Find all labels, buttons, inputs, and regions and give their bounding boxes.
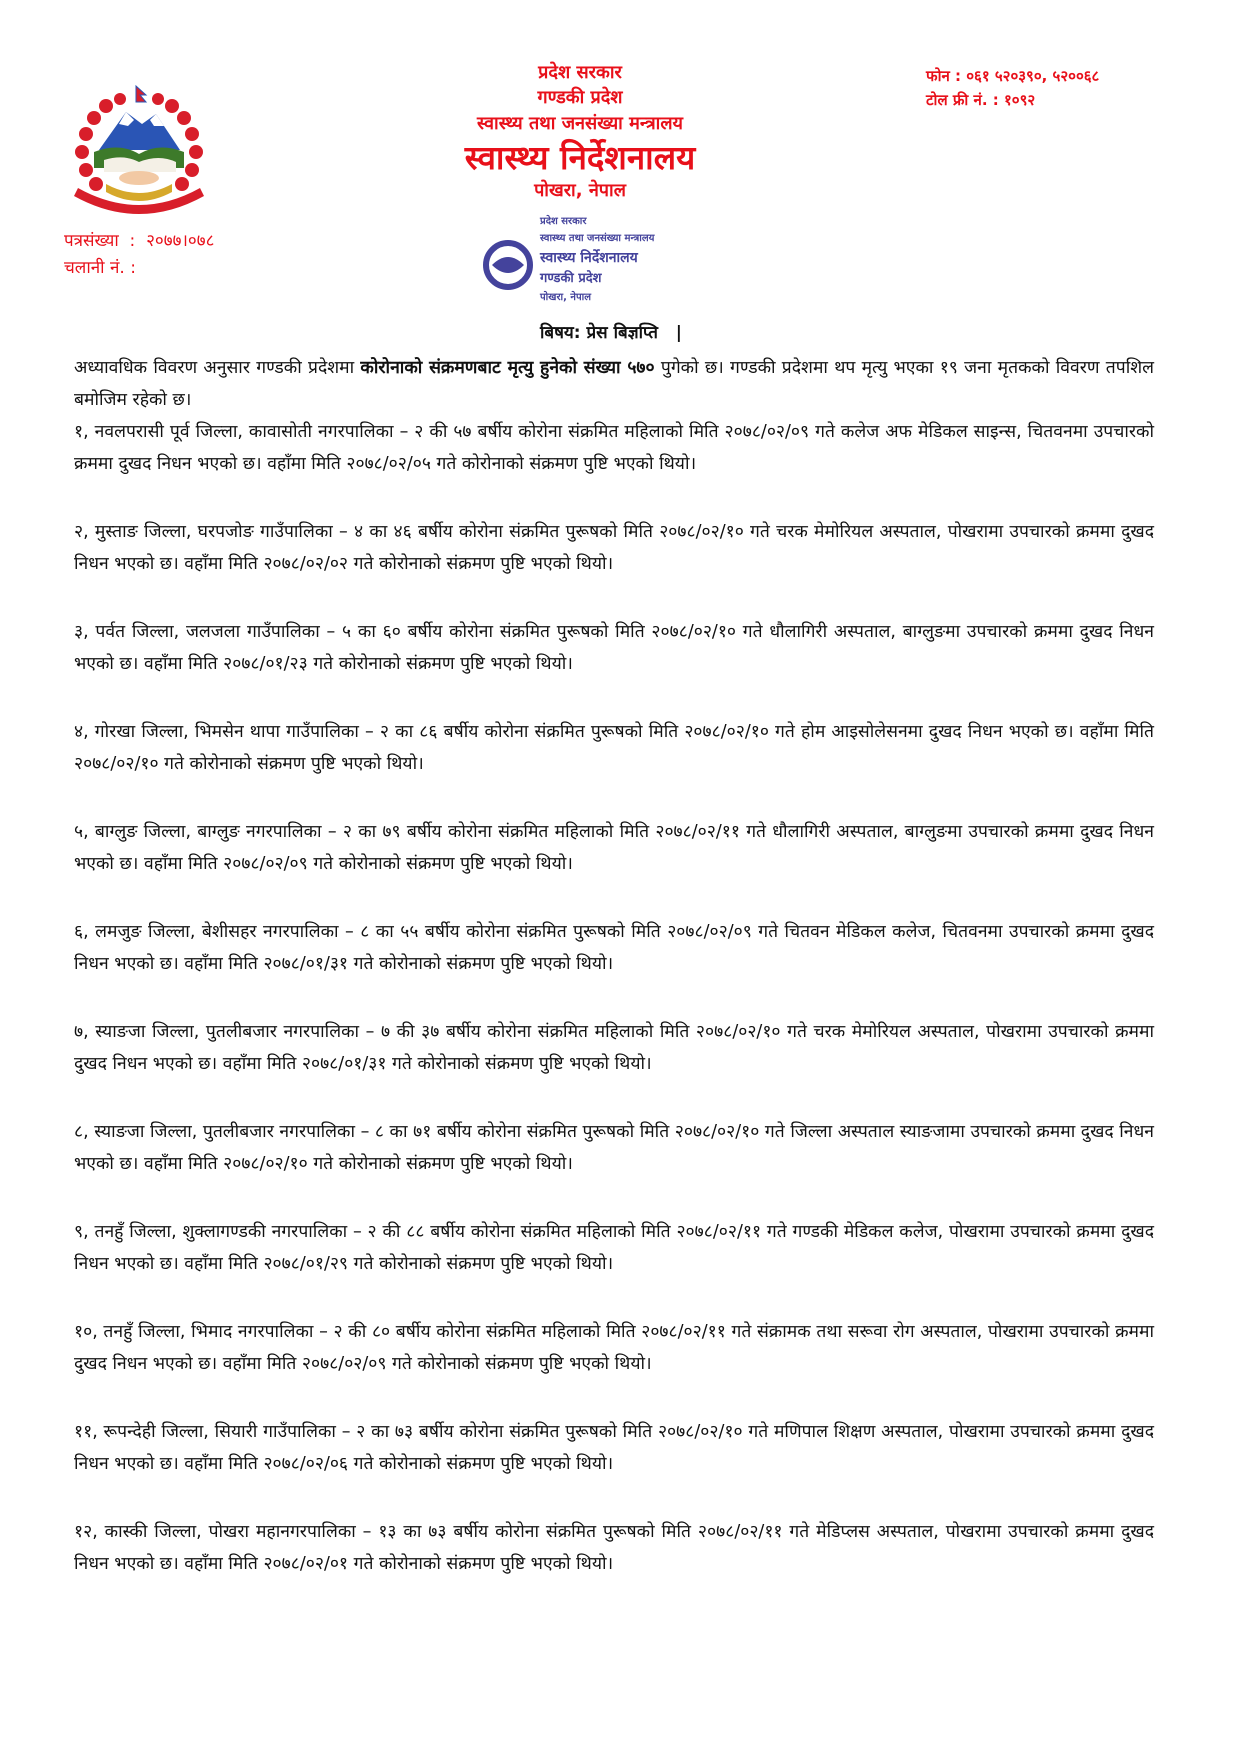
death-record-item: ५, बाग्लुङ जिल्ला, बाग्लुङ नगरपालिका – २ का ७९ बर्षीय कोरोना संक्रमित महिलाको मिति २०७८/०२/११ गते धौलागिरी अस्पताल, बाग्लुङमा उपचारको क्रममा दुखद निधन भएको छ। वहाँमा मिति २०७८/०२/०९ गते कोरोनाको संक्रमण पुष्टि भएको थियो।: [74, 822, 1154, 874]
death-record-item: ११, रूपन्देही जिल्ला, सियारी गाउँपालिका – २ का ७३ बर्षीय कोरोना संक्रमित पुरूषको मिति २०७८/०२/१० गते मणिपाल शिक्षण अस्पताल, पोखरामा उपचारको क्रममा दुखद निधन भएको छ। वहाँमा मिति २०७८/०२/०६ गते कोरोनाको संक्रमण पुष्टि भएको थियो।: [74, 1422, 1154, 1474]
death-record-item: ६, लमजुङ जिल्ला, बेशीसहर नगरपालिका – ८ का ५५ बर्षीय कोरोना संक्रमित पुरूषको मिति २०७८/०२/०९ गते चितवन मेडिकल कलेज, चितवनमा उपचारको क्रममा दुखद निधन भएको छ। वहाँमा मिति २०७८/०१/३१ गते कोरोनाको संक्रमण पुष्टि भएको थियो।: [74, 922, 1154, 974]
office-location: पोखरा, नेपाल: [534, 180, 626, 201]
letter-number-label: पत्रसंख्या: [64, 231, 119, 251]
subject-line: बिषय: प्रेस बिज्ञप्ति |: [540, 323, 682, 343]
toll-free-number: टोल फ्री नं. : १०९२: [926, 91, 1036, 109]
death-record-item: ४, गोरखा जिल्ला, भिमसेन थापा गाउँपालिका – २ का ८६ बर्षीय कोरोना संक्रमित पुरूषको मिति २०७८/०२/१० गते होम आइसोलेसनमा दुखद निधन भएको छ। वहाँमा मिति २०७८/०२/१० गते कोरोनाको संक्रमण पुष्टि भएको थियो।: [74, 722, 1154, 774]
intro-highlight: कोरोनाको संक्रमणबाट मृत्यु हुनेको संख्या ५७०: [360, 358, 655, 378]
dispatch-number-label: चलानी नं.: [64, 258, 125, 278]
press-release-body: [74, 352, 1154, 1616]
official-stamp: [478, 210, 728, 320]
death-record-item: ८, स्याङजा जिल्ला, पुतलीबजार नगरपालिका – ८ का ७१ बर्षीय कोरोना संक्रमित पुरूषको मिति २०७८/०२/१० गते जिल्ला अस्पताल स्याङजामा उपचारको क्रममा दुखद निधन भएको छ। वहाँमा मिति २०७८/०२/१० गते कोरोनाको संक्रमण पुष्टि भएको थियो।: [74, 1122, 1154, 1174]
directorate-name: स्वास्थ्य निर्देशनालय: [464, 138, 696, 177]
svg-text:पोखरा, नेपाल: पोखरा, नेपाल: [540, 292, 592, 303]
svg-text:स्वास्थ्य निर्देशनालय: स्वास्थ्य निर्देशनालय: [540, 250, 638, 266]
svg-text:गण्डकी प्रदेश: गण्डकी प्रदेश: [540, 271, 602, 286]
intro-pre: अध्यावधिक विवरण अनुसार गण्डकी प्रदेशमा: [74, 358, 361, 378]
svg-text:प्रदेश सरकार: प्रदेश सरकार: [540, 216, 587, 227]
death-record-item: ३, पर्वत जिल्ला, जलजला गाउँपालिका – ५ का ६० बर्षीय कोरोना संक्रमित पुरूषको मिति २०७८/०२/१० गते धौलागिरी अस्पताल, बाग्लुङमा उपचारको क्रममा दुखद निधन भएको छ। वहाँमा मिति २०७८/०१/२३ गते कोरोनाको संक्रमण पुष्टि भएको थियो।: [74, 622, 1154, 674]
letter-number-value: २०७७।०७८: [146, 231, 215, 251]
death-record-item: १२, कास्की जिल्ला, पोखरा महानगरपालिका – १३ का ७३ बर्षीय कोरोना संक्रमित पुरूषको मिति २०७८/०२/११ गते मेडिप्लस अस्पताल, पोखरामा उपचारको क्रममा दुखद निधन भएको छ। वहाँमा मिति २०७८/०२/०१ गते कोरोनाको संक्रमण पुष्टि भएको थियो।: [74, 1522, 1154, 1574]
ministry-name: स्वास्थ्य तथा जनसंख्या मन्त्रालय: [477, 113, 683, 134]
death-record-item: ७, स्याङजा जिल्ला, पुतलीबजार नगरपालिका – ७ की ३७ बर्षीय कोरोना संक्रमित महिलाको मिति २०७८/०२/१० गते चरक मेमोरियल अस्पताल, पोखरामा उपचारको क्रममा दुखद निधन भएको छ। वहाँमा मिति २०७८/०१/३१ गते कोरोनाको संक्रमण पुष्टि भएको थियो।: [74, 1022, 1154, 1074]
intro-paragraph: [74, 352, 1154, 416]
nepal-emblem-logo: [64, 80, 214, 220]
letterhead: [400, 60, 760, 202]
svg-text:स्वास्थ्य तथा जनसंख्या मन्त्रा: स्वास्थ्य तथा जनसंख्या मन्त्रालय: [540, 233, 655, 244]
contact-block: [926, 64, 1099, 112]
death-record-item: १०, तनहुँ जिल्ला, भिमाद नगरपालिका – २ की ८० बर्षीय कोरोना संक्रमित महिलाको मिति २०७८/०२/११ गते संक्रामक तथा सरूवा रोग अस्पताल, पोखरामा उपचारको क्रममा दुखद निधन भएको छ। वहाँमा मिति २०७८/०२/०९ गते कोरोनाको संक्रमण पुष्टि भएको थियो।: [74, 1322, 1154, 1374]
phone-number: फोन : ०६१ ५२०३९०, ५२००६८: [926, 67, 1100, 85]
province-government: प्रदेश सरकार: [538, 62, 622, 83]
death-record-item: २, मुस्ताङ जिल्ला, घरपजोङ गाउँपालिका – ४ का ४६ बर्षीय कोरोना संक्रमित पुरूषको मिति २०७८/०२/१० गते चरक मेमोरियल अस्पताल, पोखरामा उपचारको क्रममा दुखद निधन भएको छ। वहाँमा मिति २०७८/०२/०२ गते कोरोनाको संक्रमण पुष्टि भएको थियो।: [74, 522, 1154, 574]
intro-post: पुगेको छ। गण्डकी प्रदेशमा थप मृत्यु भएका १९ जना मृतकको विवरण तपशिल बमोजिम रहेको छ।: [74, 358, 1154, 410]
letter-number-row: पत्रसंख्या : २०७७।०७८: [64, 231, 215, 251]
death-record-item: १, नवलपरासी पूर्व जिल्ला, कावासोती नगरपालिका – २ की ५७ बर्षीय कोरोना संक्रमित महिलाको मिति २०७८/०२/०९ गते कलेज अफ मेडिकल साइन्स, चितवनमा उपचारको क्रममा दुखद निधन भएको छ। वहाँमा मिति २०७८/०२/०५ गते कोरोनाको संक्रमण पुष्टि भएको थियो।: [74, 422, 1154, 474]
province-name: गण्डकी प्रदेश: [537, 87, 623, 108]
reference-block: [64, 228, 214, 282]
subject-text: बिषय: प्रेस बिज्ञप्ति: [540, 323, 658, 343]
dispatch-number-row: चलानी नं. :: [64, 258, 136, 278]
death-record-item: ९, तनहुँ जिल्ला, शुक्लागण्डकी नगरपालिका – २ की ८८ बर्षीय कोरोना संक्रमित महिलाको मिति २०७८/०२/११ गते गण्डकी मेडिकल कलेज, पोखरामा उपचारको क्रममा दुखद निधन भएको छ। वहाँमा मिति २०७८/०१/२९ गते कोरोनाको संक्रमण पुष्टि भएको थियो।: [74, 1222, 1154, 1274]
